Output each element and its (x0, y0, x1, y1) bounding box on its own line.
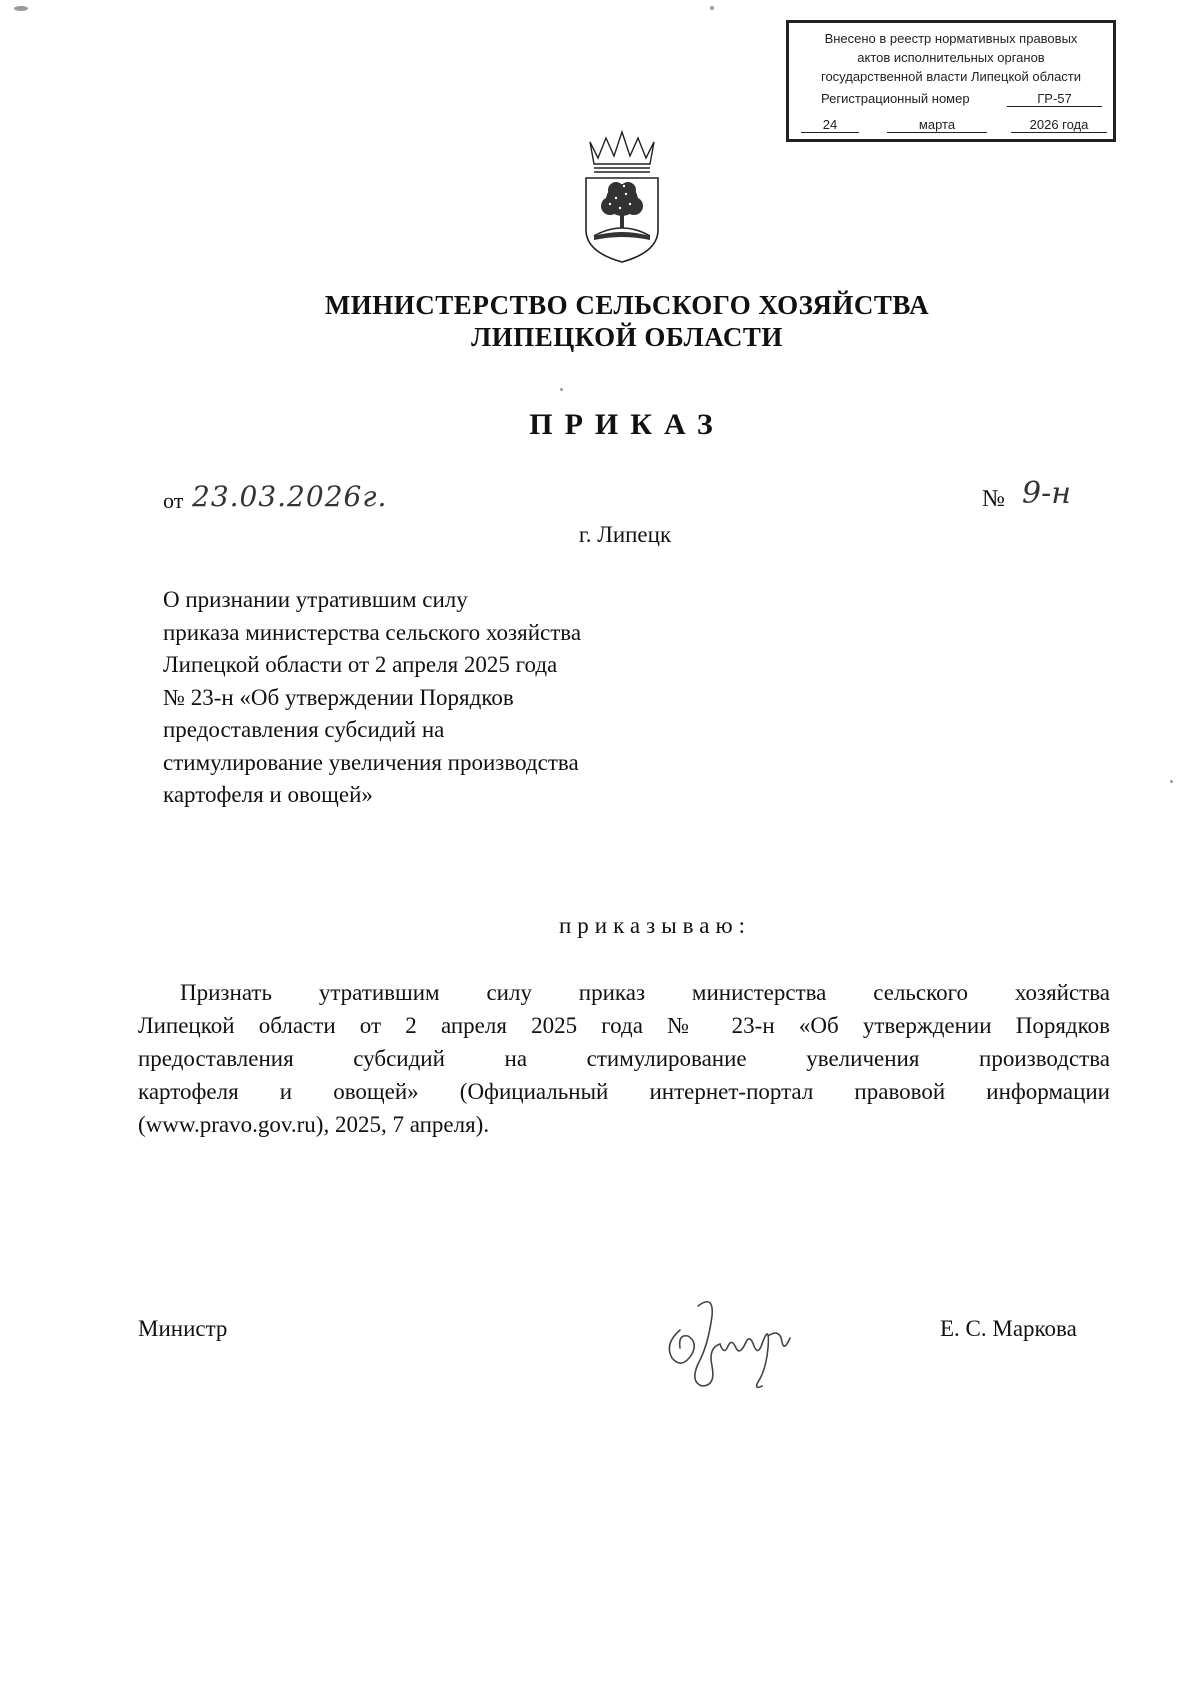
scan-speck (560, 388, 563, 391)
body-line: Липецкой области от 2 апреля 2025 года № 23-н «Об утверждении Порядков (138, 1013, 1110, 1038)
handwritten-number: 9-н (1022, 476, 1071, 511)
stamp-line-2: актов исполнительных органов (857, 50, 1045, 65)
scan-speck (14, 6, 28, 11)
date-prefix: от (163, 488, 184, 513)
handwritten-date: 23.03.2026г. (192, 480, 388, 513)
body-line: (www.pravo.gov.ru), 2025, 7 апреля). (138, 1112, 490, 1137)
number-prefix: № (982, 486, 1005, 512)
order-directive: приказываю: (558, 913, 752, 938)
stamp-line-3: государственной власти Липецкой области (820, 69, 1082, 84)
subject-line: стимулирование увеличения производства (163, 749, 579, 775)
document-type-title: ПРИКАЗ (529, 408, 725, 441)
stamp-line-1: Внесено в реестр нормативных правовых (824, 31, 1078, 46)
ministry-title-line-1: МИНИСТЕРСТВО СЕЛЬСКОГО ХОЗЯЙСТВА (324, 290, 930, 320)
coat-of-arms-icon (580, 128, 664, 264)
subject-line: предоставления субсидий на (163, 717, 445, 742)
signatory-title: Министр (138, 1316, 228, 1341)
scan-speck (1170, 780, 1173, 783)
ministry-title-line-2: ЛИПЕЦКОЙ ОБЛАСТИ (471, 322, 783, 352)
subject-line: Липецкой области от 2 апреля 2025 года (163, 652, 558, 677)
stamp-day: 24 (801, 117, 859, 133)
subject-line: картофеля и овощей» (163, 782, 373, 807)
city-name: г. Липецк (578, 522, 672, 547)
body-line: Признать утратившим силу приказ министерства сельского хозяйства (180, 980, 1110, 1005)
stamp-reg-label: Регистрационный номер (821, 91, 970, 106)
order-body (138, 976, 1110, 1141)
stamp-year: 2026 года (1011, 117, 1107, 133)
subject-line: О признании утратившим силу (163, 587, 468, 612)
subject-line: приказа министерства сельского хозяйства (163, 619, 582, 645)
body-line: картофеля и овощей» (Официальный интернет-портал правовой информации (138, 1079, 1110, 1104)
order-subject (163, 584, 683, 812)
stamp-reg-number: ГР-57 (1007, 91, 1102, 107)
subject-line: № 23-н «Об утверждении Порядков (163, 684, 514, 710)
handwritten-signature (658, 1286, 818, 1396)
registry-stamp (786, 20, 1116, 142)
body-line: предоставления субсидий на стимулирование увеличения производства (138, 1046, 1110, 1071)
stamp-month: марта (887, 117, 987, 133)
scan-speck (710, 6, 714, 10)
signatory-name: Е. С. Маркова (940, 1316, 1077, 1341)
